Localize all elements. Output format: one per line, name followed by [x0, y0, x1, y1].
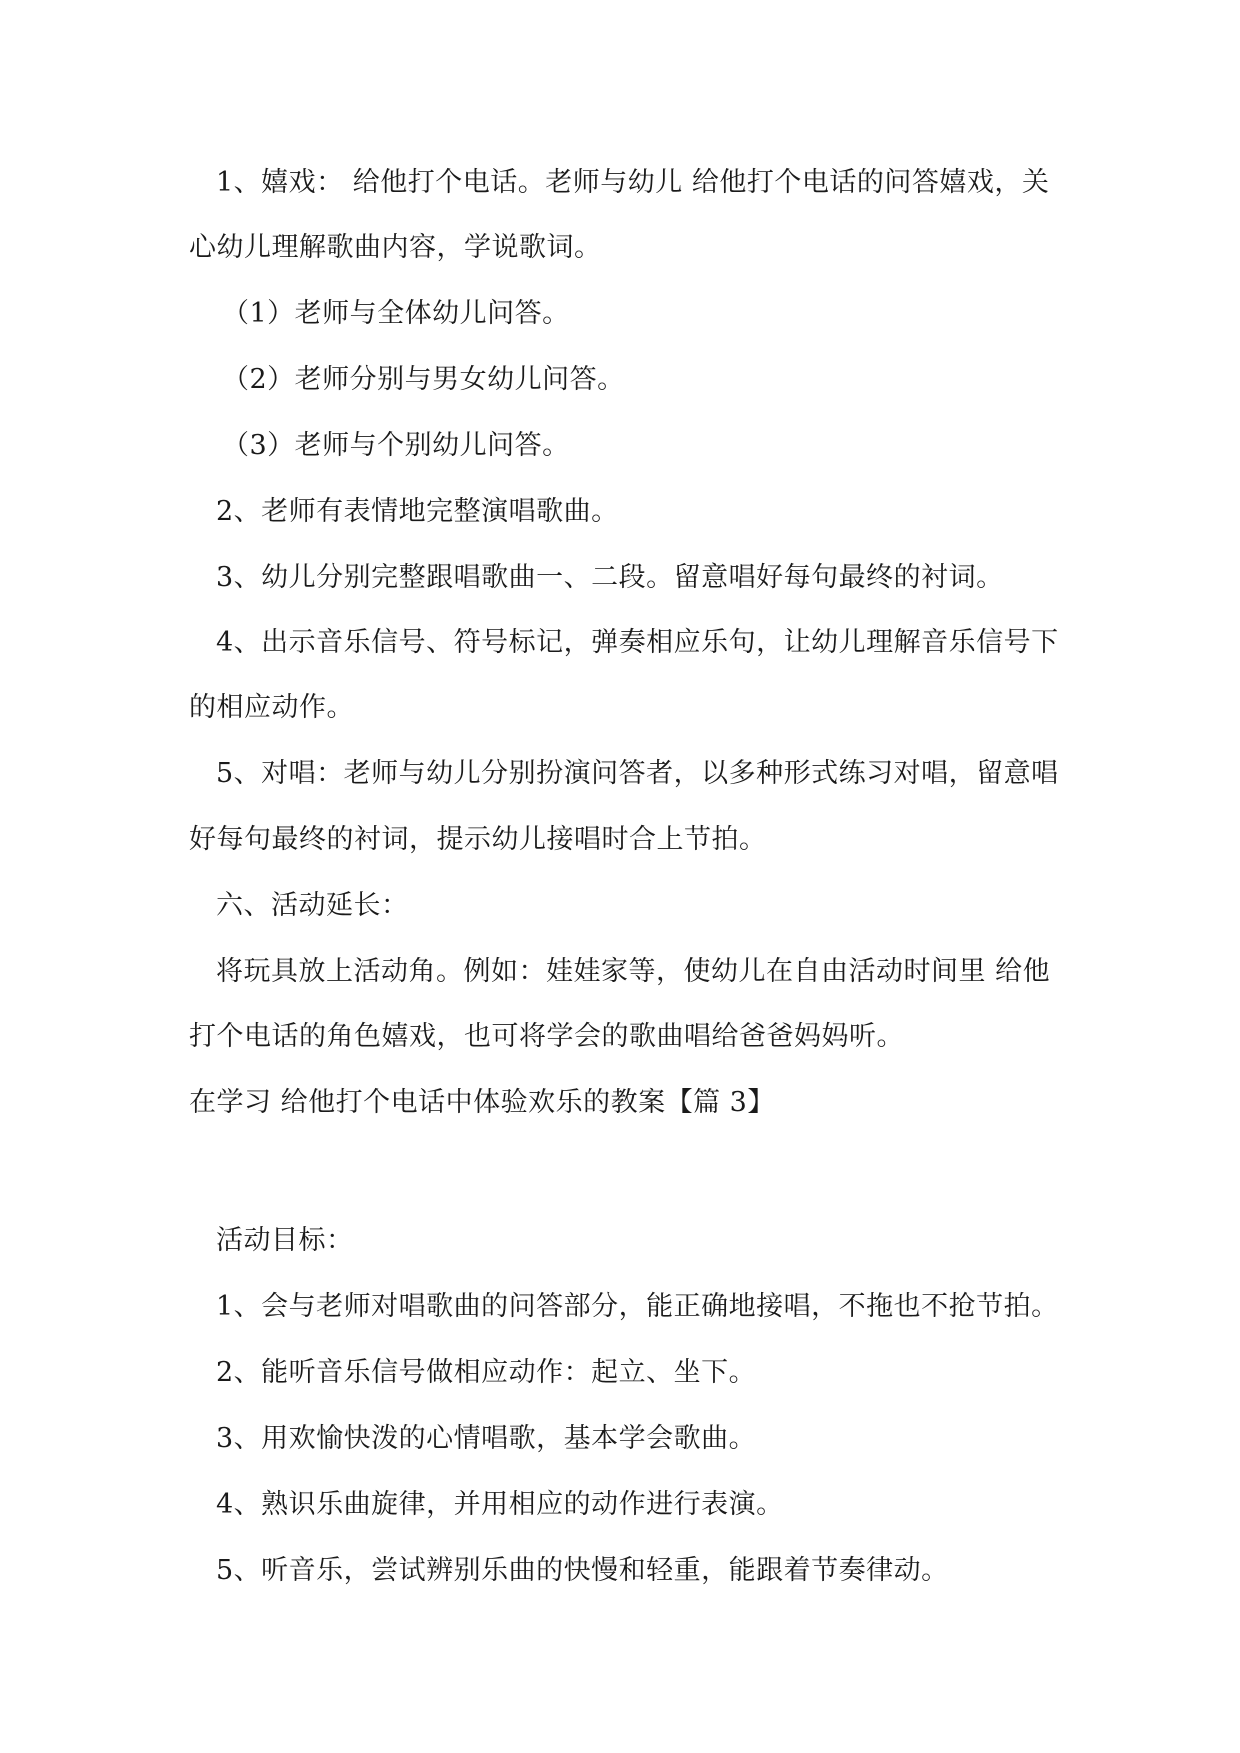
goals-label: 活动目标： [216, 1225, 354, 1256]
sub-item-2: （2）老师分别与男女幼儿问答。 [222, 364, 625, 395]
paragraph-4-line-1: 4、出示音乐信号、符号标记，弹奏相应乐句，让幼儿理解音乐信号下 [216, 627, 1059, 658]
goal-item-1: 1、会与老师对唱歌曲的问答部分，能正确地接唱，不拖也不抢节拍。 [216, 1291, 1059, 1322]
goal-item-2: 2、能听音乐信号做相应动作：起立、坐下。 [216, 1357, 757, 1388]
goal-item-4: 4、熟识乐曲旋律，并用相应的动作进行表演。 [216, 1489, 784, 1520]
paragraph-5-line-1: 5、对唱：老师与幼儿分别扮演问答者，以多种形式练习对唱，留意唱 [216, 758, 1059, 789]
section-heading: 在学习 给他打个电话中体验欢乐的教案【篇 3】 [189, 1087, 775, 1118]
sub-item-1: （1）老师与全体幼儿问答。 [222, 298, 570, 329]
goal-item-5: 5、听音乐，尝试辨别乐曲的快慢和轻重，能跟着节奏律动。 [216, 1555, 949, 1586]
goal-item-3: 3、用欢愉快泼的心情唱歌，基本学会歌曲。 [216, 1423, 757, 1454]
paragraph-4-line-2: 的相应动作。 [189, 692, 354, 723]
paragraph-1-line-1: 1、嬉戏： 给他打个电话。老师与幼儿 给他打个电话的问答嬉戏，关 [216, 167, 1050, 198]
paragraph-1-line-2: 心幼儿理解歌曲内容，学说歌词。 [189, 232, 602, 263]
paragraph-5-line-2: 好每句最终的衬词，提示幼儿接唱时合上节拍。 [189, 824, 767, 855]
paragraph-6-line-2: 打个电话的角色嬉戏，也可将学会的歌曲唱给爸爸妈妈听。 [189, 1021, 904, 1052]
paragraph-6-line-1: 将玩具放上活动角。例如：娃娃家等，使幼儿在自由活动时间里 给他 [216, 956, 1051, 987]
sub-item-3: （3）老师与个别幼儿问答。 [222, 430, 570, 461]
paragraph-2: 2、老师有表情地完整演唱歌曲。 [216, 496, 619, 527]
paragraph-3: 3、幼儿分别完整跟唱歌曲一、二段。留意唱好每句最终的衬词。 [216, 562, 1004, 593]
section-six-heading: 六、活动延长： [216, 890, 409, 921]
